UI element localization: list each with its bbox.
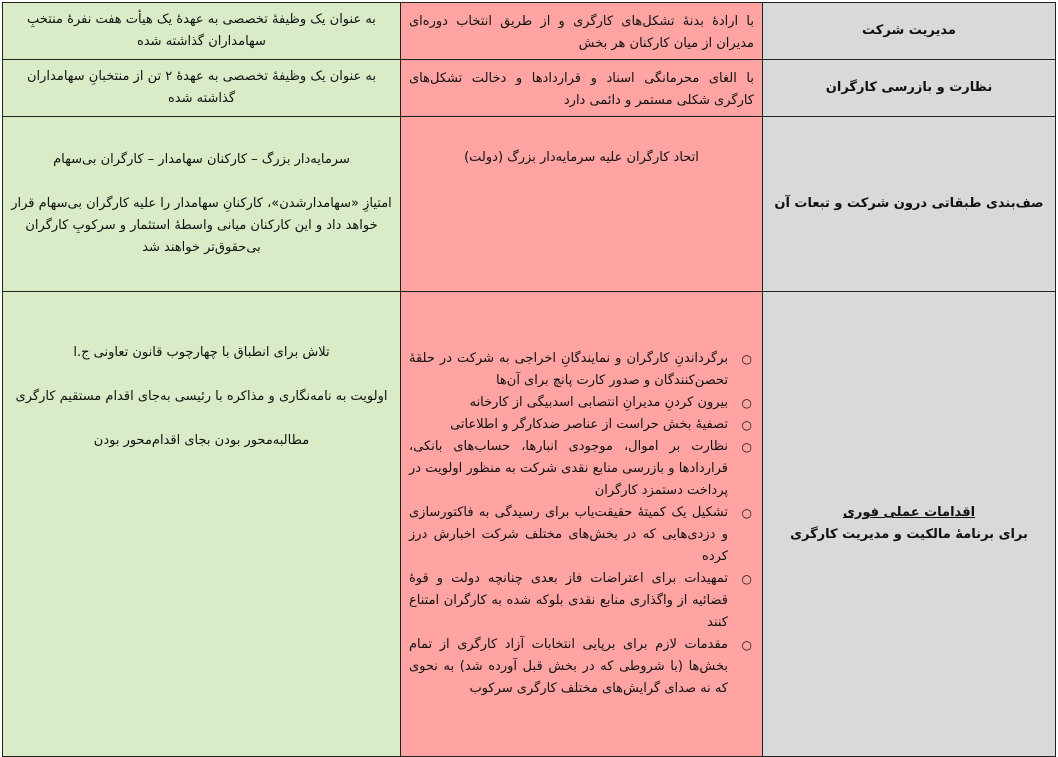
comparison-table (2, 2, 1056, 757)
action-list (409, 348, 754, 700)
table-row (3, 3, 1056, 60)
bullet-icon: ○ (741, 396, 752, 410)
bullet-icon: ○ (741, 506, 752, 520)
row-heading: صف‌بندی طبقاتی درون شرکت و تبعات آن (763, 117, 1056, 292)
list-item: ○ نظارت بر اموال، موجودی انبارها، حساب‌های بانکی، قراردادها و بازرسی منابع نقدی شرکت به منظور اولویت در پرداخت دستمزد کارگران (409, 436, 734, 502)
cell-paragraph: اولویت به نامه‌نگاری و مذاکره با رئیسی به‌جای اقدام مستقیم کارگری (15, 389, 388, 404)
bullet-icon: ○ (741, 638, 752, 652)
bullet-icon: ○ (741, 418, 752, 432)
cell-paragraph: مطالبه‌محور بودن بجای اقدام‌محور بودن (93, 433, 310, 448)
list-item: ○ تمهیدات برای اعتراضات فاز بعدی چنانچه دولت و قوهٔ قضائیه از واگذاری منابع نقدی بلوکه شده به کارگران امتناع کنند (409, 568, 734, 634)
list-item: ○ مقدمات لازم برای برپایی انتخابات آزاد کارگری از تمام بخش‌ها (با شروطی که در بخش قبل آورده شد) به نحوی که نه صدای گرایش‌های مختلف کارگری سرکوب (409, 634, 734, 700)
shareholder-option-cell: به عنوان یک وظیفهٔ تخصصی به عهدهٔ یک هیأت هفت نفرهٔ منتخبِ سهامداران گذاشته شده (3, 3, 401, 60)
workers-option-cell: با ارادهٔ بدنهٔ تشکل‌های کارگری و از طریق انتخاب دوره‌ای مدیران از میان کارکنان هر بخش (401, 3, 763, 60)
row-heading: نظارت و بازرسی کارگران (763, 60, 1056, 117)
table-row (3, 117, 1056, 292)
workers-option-cell (401, 292, 763, 757)
workers-option-cell: اتحاد کارگران علیه سرمایه‌دار بزرگ (دولت) (401, 117, 763, 292)
table-row (3, 292, 1056, 757)
bullet-icon: ○ (741, 352, 752, 366)
row-heading-subtitle: برای برنامهٔ مالکیت و مدیریت کارگری (790, 527, 1028, 542)
bullet-icon: ○ (741, 440, 752, 454)
list-item: ○ برگرداندنِ کارگران و نمایندگانِ اخراجی به شرکت در حلقهٔ تحصن‌کنندگان و صدور کارت پانچ برای آن‌ها (409, 348, 734, 392)
row-heading-title: اقدامات عملی فوری (842, 505, 976, 520)
shareholder-option-cell: به عنوان یک وظیفهٔ تخصصی به عهدهٔ ۲ تن از منتخبانِ سهامداران گذاشته شده (3, 60, 401, 117)
bullet-icon: ○ (741, 572, 752, 586)
shareholder-option-cell (3, 292, 401, 757)
shareholder-option-cell (3, 117, 401, 292)
list-item: ○ تشکیل یک کمیتهٔ حقیقت‌یاب برای رسیدگی به فاکتورسازی و دزدی‌هایی که در بخش‌های مختلف شرکت اخبارش درز کرده (409, 502, 734, 568)
cell-paragraph: امتیازِ «سهامدارشدن»، کارکنانِ سهامدار را علیه کارگران بی‌سهام قرار خواهد داد و این کارکنان میانی واسطهٔ استثمار و سرکوبِ کارگران بی‌حقوق‌تر خواهند شد (11, 196, 392, 255)
row-heading: مدیریت شرکت (763, 3, 1056, 60)
workers-option-cell: با الغای محرمانگی اسناد و قراردادها و دخالت تشکل‌های کارگری شکلی مستمر و دائمی دارد (401, 60, 763, 117)
table-row (3, 60, 1056, 117)
row-heading (763, 292, 1056, 757)
cell-paragraph: سرمایه‌دار بزرگ – کارکنان سهامدار – کارگران بی‌سهام (53, 152, 350, 167)
cell-paragraph: تلاش برای انطباق با چهارچوب قانون تعاونی ج.ا (73, 345, 330, 360)
list-item: ○ تصفیهٔ بخش حراست از عناصر ضدکارگر و اطلاعاتی (409, 414, 734, 436)
list-item: ○ بیرون کردنِ مدیرانِ انتصابی اسدبیگی از کارخانه (409, 392, 734, 414)
